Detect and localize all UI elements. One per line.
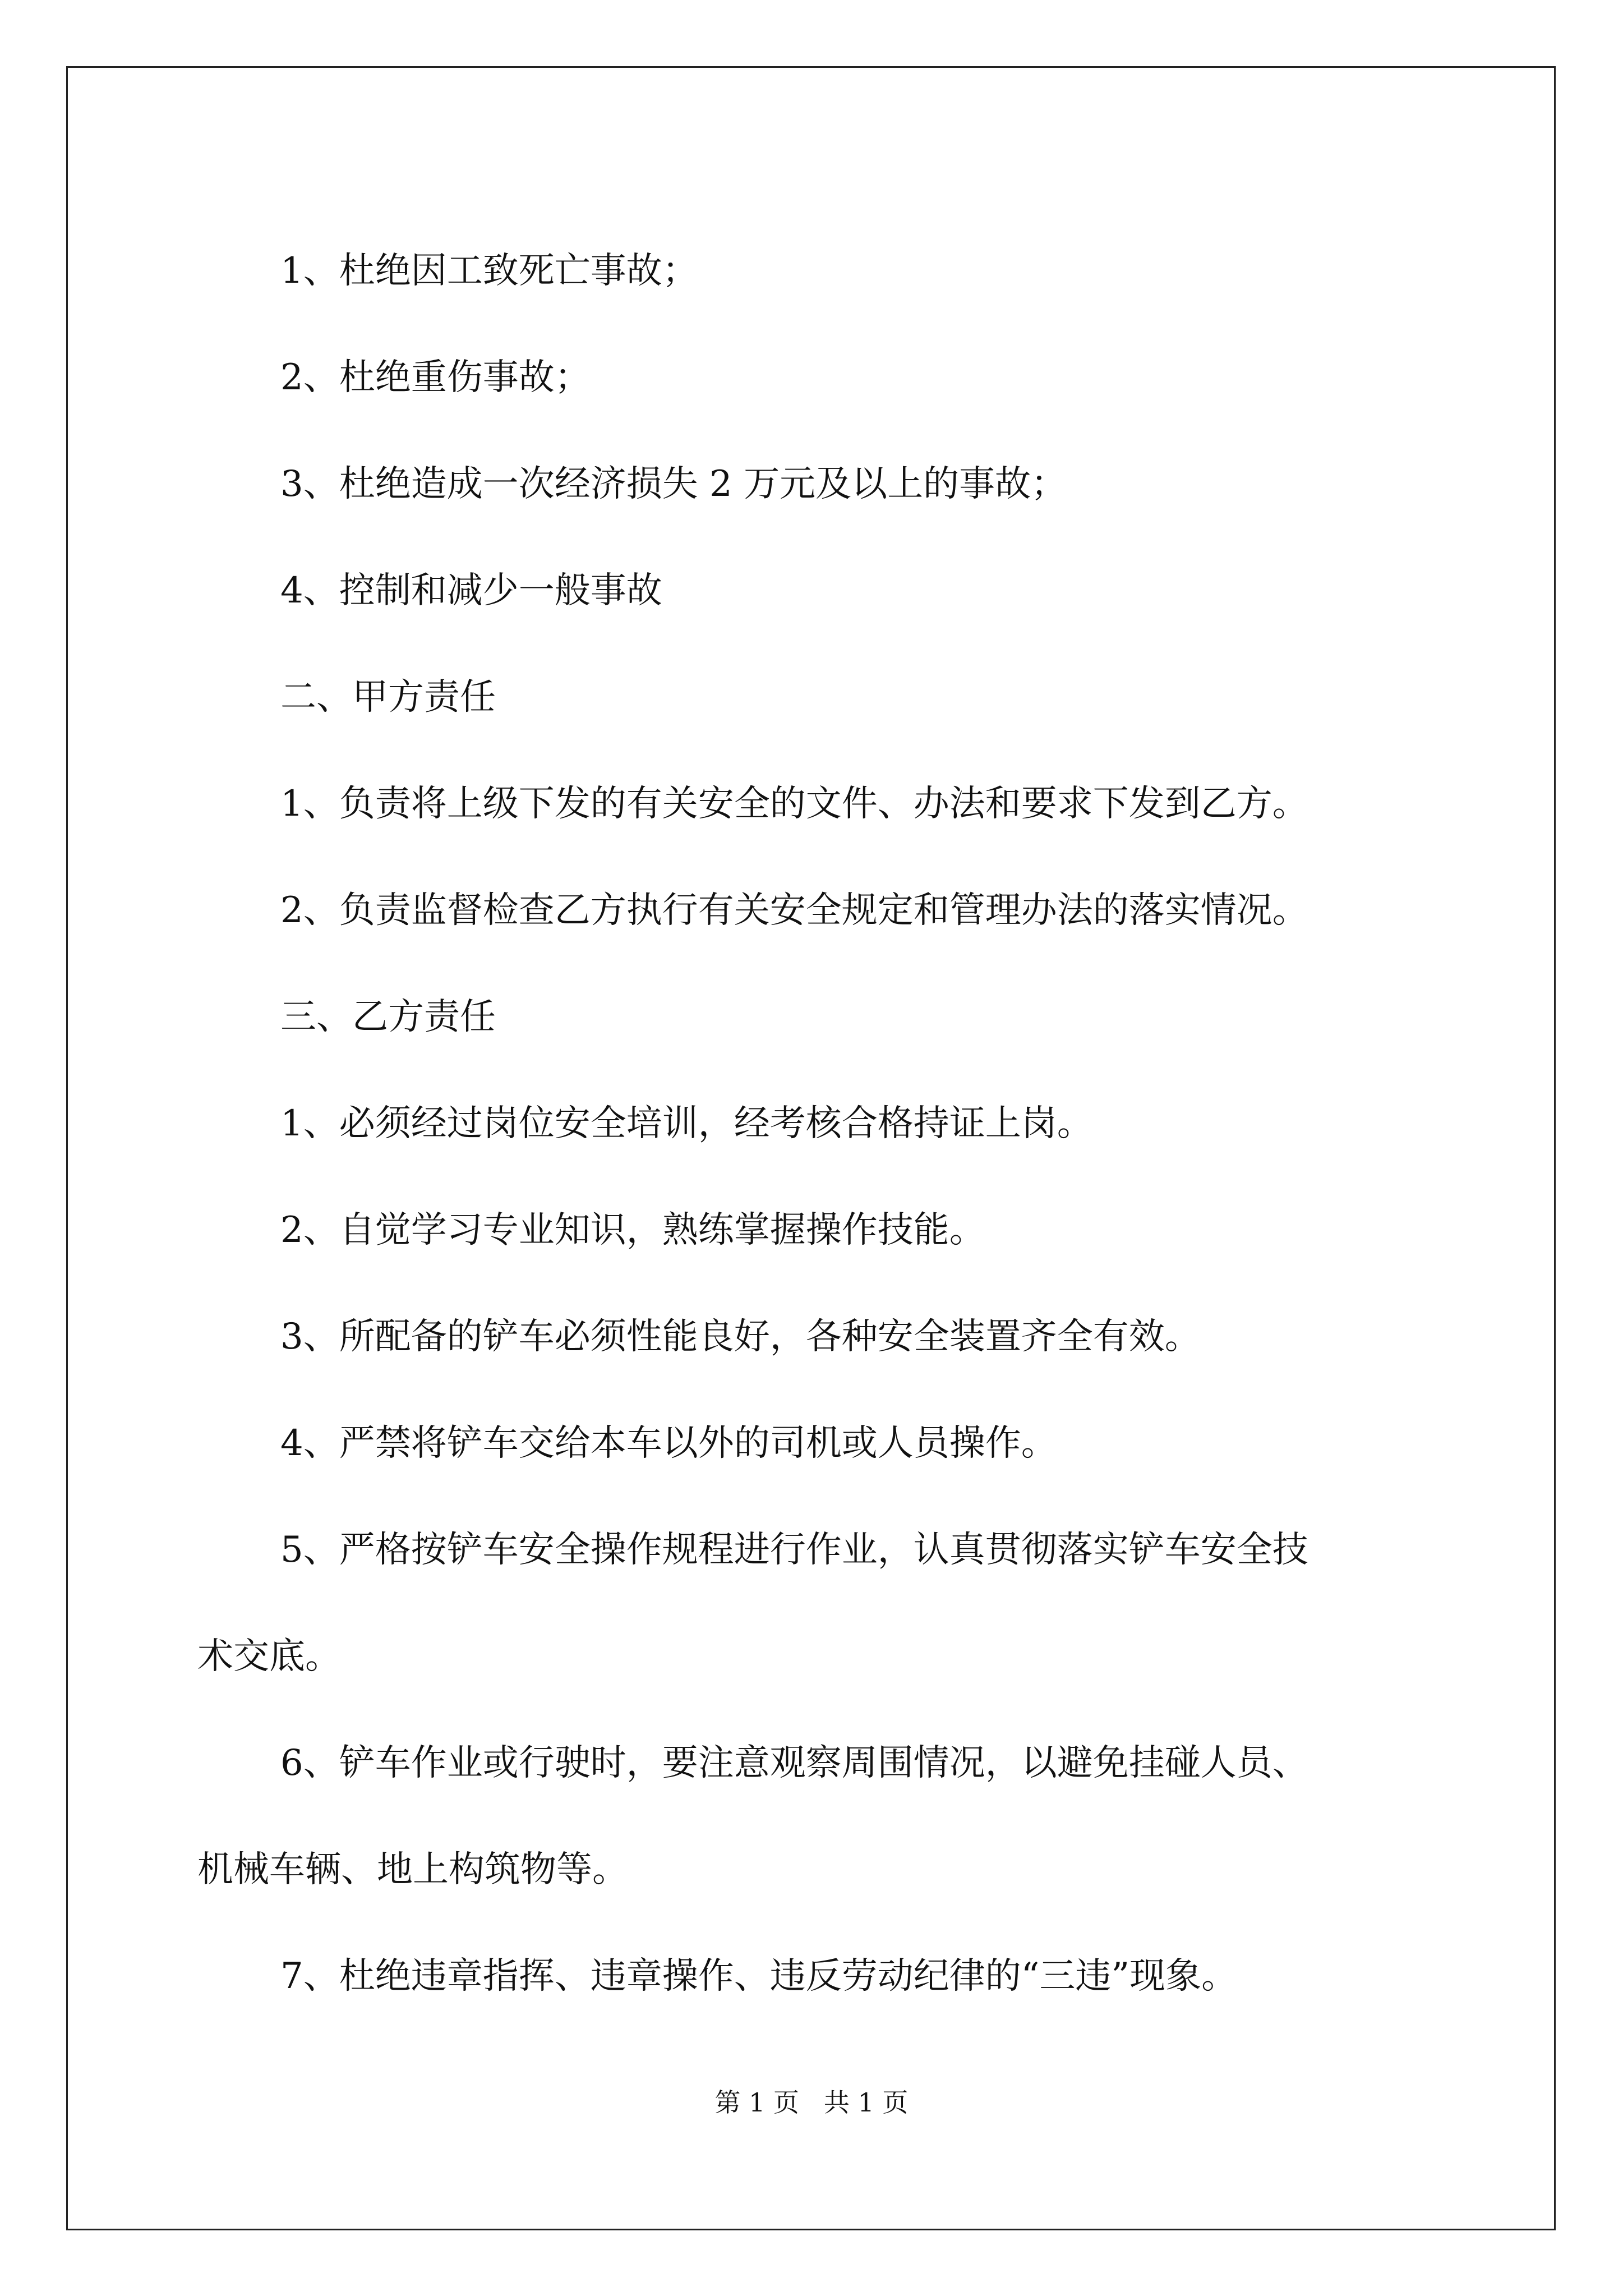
paragraph: 6、铲车作业或行驶时，要注意观察周围情况，以避免挂碰人员、 <box>280 1742 1308 1784</box>
paragraph: 2、自觉学习专业知识，熟练掌握操作技能。 <box>280 1209 985 1251</box>
paragraph-continuation: 机械车辆、地上构筑物等。 <box>197 1849 628 1890</box>
page-number-footer: 第 1 页 共 1 页 <box>714 2087 909 2118</box>
paragraph-continuation: 术交底。 <box>197 1636 341 1677</box>
document-body <box>197 218 1498 2030</box>
paragraph: 5、严格按铲车安全操作规程进行作业，认真贯彻落实铲车安全技 <box>280 1529 1308 1571</box>
paragraph: 3、所配备的铲车必须性能良好，各种安全装置齐全有效。 <box>280 1316 1201 1358</box>
paragraph: 7、杜绝违章指挥、违章操作、违反劳动纪律的“三违”现象。 <box>280 1955 1238 1997</box>
paragraph: 4、严禁将铲车交给本车以外的司机或人员操作。 <box>280 1423 1057 1464</box>
paragraph: 2、杜绝重伤事故； <box>280 357 591 398</box>
paragraph: 4、控制和减少一般事故 <box>280 570 662 611</box>
paragraph: 1、负责将上级下发的有关安全的文件、办法和要求下发到乙方。 <box>280 783 1308 825</box>
paragraph: 3、杜绝造成一次经济损失 2 万元及以上的事故； <box>280 463 1067 505</box>
paragraph: 2、负责监督检查乙方执行有关安全规定和管理办法的落实情况。 <box>280 890 1308 931</box>
paragraph: 1、必须经过岗位安全培训，经考核合格持证上岗。 <box>280 1103 1093 1144</box>
section-heading: 二、甲方责任 <box>280 677 496 718</box>
section-heading: 三、乙方责任 <box>280 996 496 1038</box>
paragraph: 1、杜绝因工致死亡事故； <box>280 250 698 292</box>
